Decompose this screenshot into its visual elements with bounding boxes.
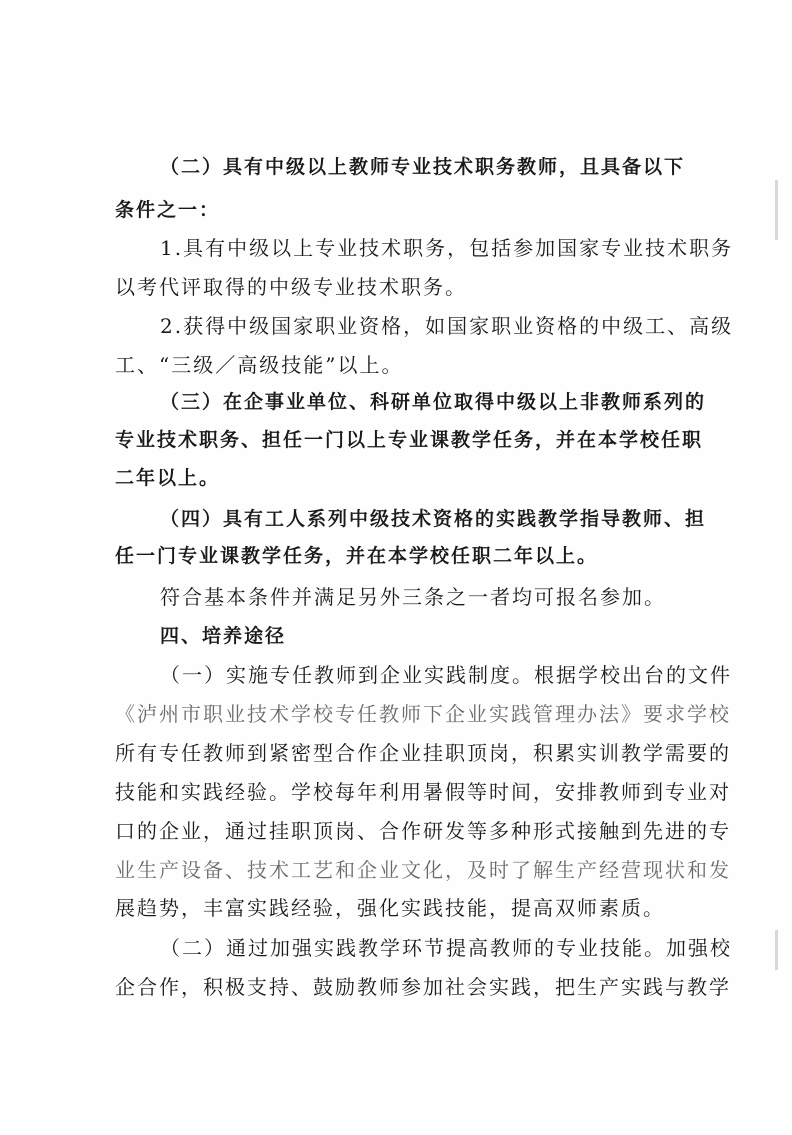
- para-3-line-3: 二年以上。: [115, 467, 221, 489]
- para-4-line-1: （四）具有工人系列中级技术资格的实践教学指导教师、担: [160, 508, 707, 530]
- section-4-item-1-line-6: 业生产设备、技术工艺和企业文化，及时了解生产经营现状和发: [115, 858, 731, 882]
- section-4-item-1-line-7: 展趋势，丰富实践经验，强化实践技能，提高双师素质。: [115, 896, 665, 920]
- para-2-line-2: 条件之一：: [115, 199, 221, 221]
- para-2-item-1-line-2: 以考代评取得的中级专业技术职务。: [115, 275, 467, 299]
- scan-edge-mark: [775, 180, 778, 240]
- section-4-item-1-line-4: 技能和实践经验。学校每年利用暑假等时间，安排教师到专业对: [115, 780, 731, 804]
- summary-line: 符合基本条件并满足另外三条之一者均可报名参加。: [160, 585, 666, 609]
- para-2-item-1-line-1: 1.具有中级以上专业技术职务，包括参加国家专业技术职务: [160, 236, 734, 260]
- section-4-heading: 四、培养途径: [160, 625, 287, 647]
- para-2-item-2-line-1: 2.获得中级国家职业资格，如国家职业资格的中级工、高级: [160, 314, 734, 338]
- section-4-item-2-line-2: 企合作，积极支持、鼓励教师参加社会实践，把生产实践与教学: [115, 975, 731, 999]
- section-4-item-1-line-3: 所有专任教师到紧密型合作企业挂职顶岗，积累实训教学需要的: [115, 741, 731, 765]
- para-3-line-1: （三）在企事业单位、科研单位取得中级以上非教师系列的: [160, 391, 707, 413]
- para-3-line-2: 专业技术职务、担任一门以上专业课教学任务，并在本学校任职: [115, 429, 704, 451]
- section-4-item-1-line-5: 口的企业，通过挂职顶岗、合作研发等多种形式接触到先进的专: [115, 819, 731, 843]
- scan-edge-mark: [775, 930, 778, 970]
- para-2-line-1: （二）具有中级以上教师专业技术职务教师，且具备以下: [160, 156, 686, 178]
- para-2-item-2-line-2: 工、“三级／高级技能”以上。: [115, 353, 404, 377]
- section-4-item-1-line-2: 《泸州市职业技术学校专任教师下企业实践管理办法》要求学校: [115, 702, 731, 726]
- section-4-item-1-line-1: （一）实施专任教师到企业实践制度。根据学校出台的文件: [160, 663, 732, 687]
- section-4-item-2-line-1: （二）通过加强实践教学环节提高教师的专业技能。加强校: [160, 936, 732, 960]
- para-4-line-2: 任一门专业课教学任务，并在本学校任职二年以上。: [115, 545, 599, 567]
